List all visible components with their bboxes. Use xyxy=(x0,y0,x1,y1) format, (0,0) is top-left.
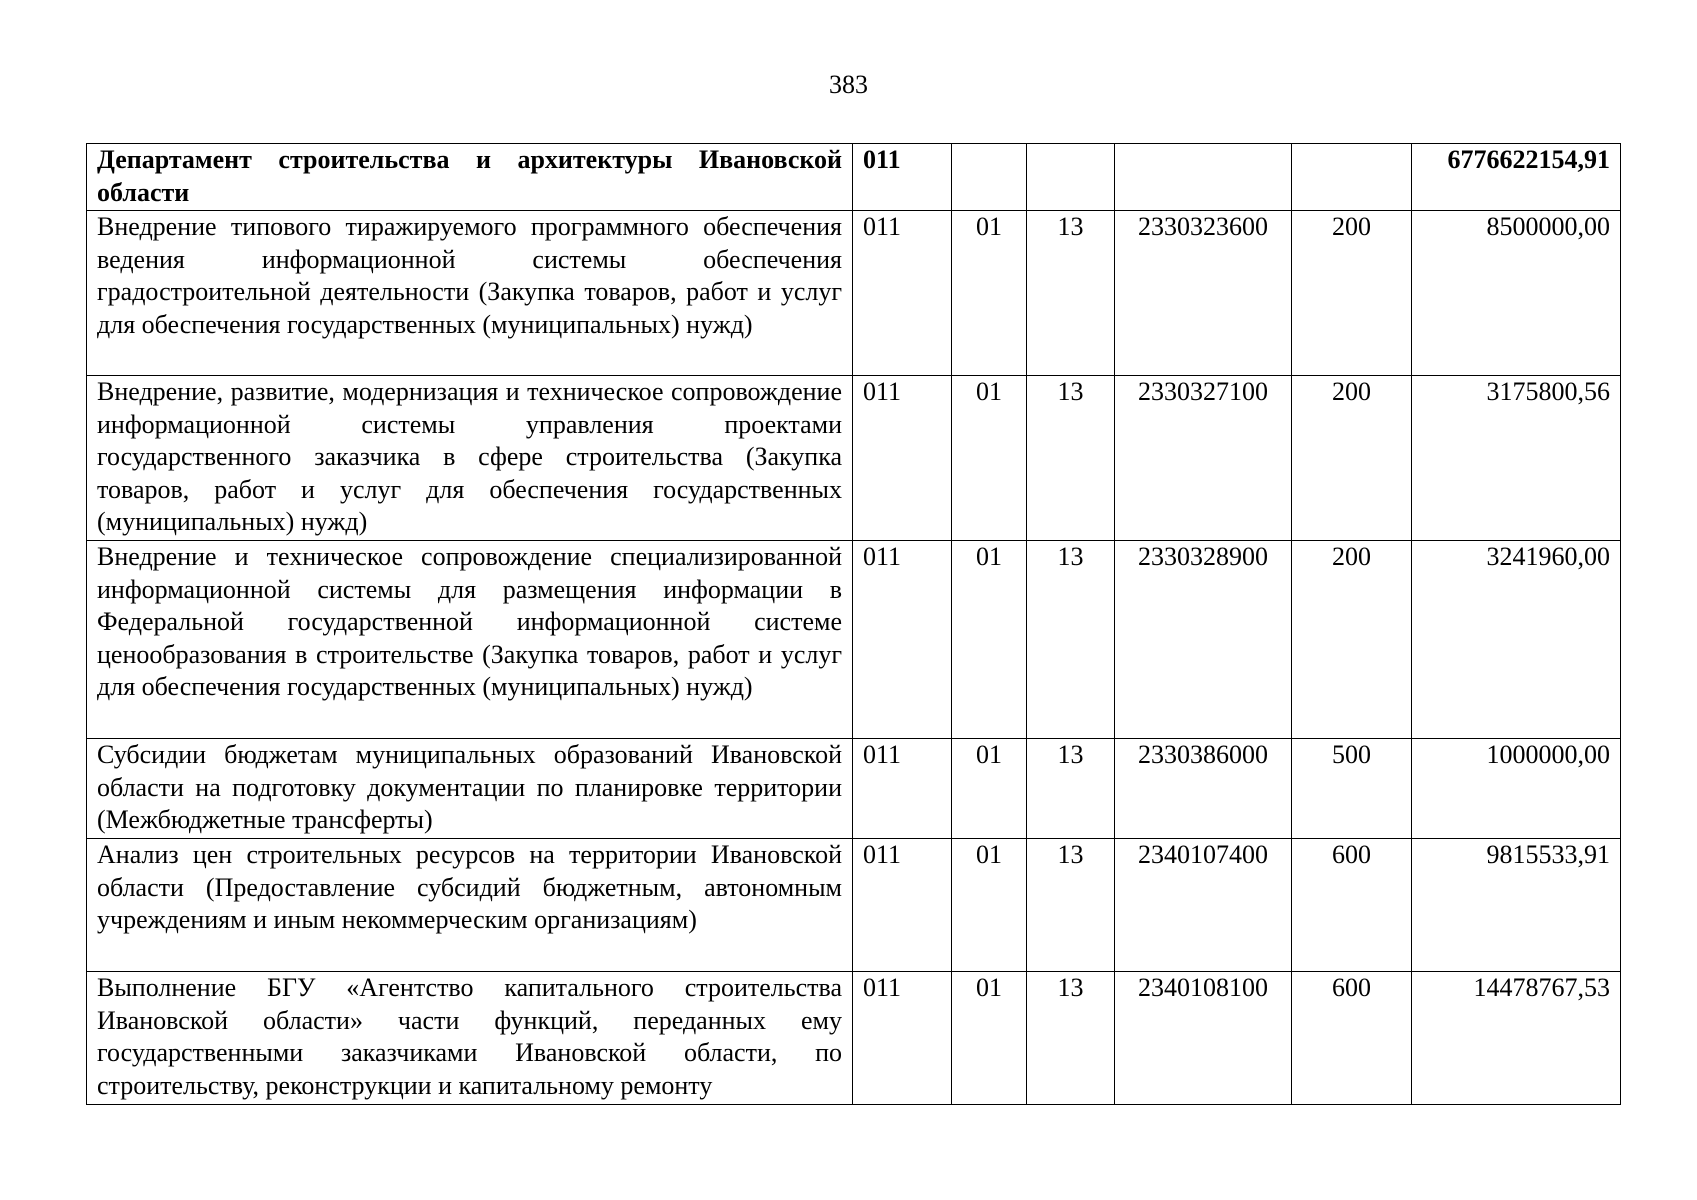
amount-cell: 3175800,56 xyxy=(1412,376,1621,541)
budget-table xyxy=(86,143,1621,1105)
dept-code-cell: 011 xyxy=(853,144,952,211)
target-article-cell: 2340107400 xyxy=(1115,839,1292,972)
amount-cell: 3241960,00 xyxy=(1412,541,1621,739)
expense-type-cell xyxy=(1292,144,1412,211)
amount-cell: 6776622154,91 xyxy=(1412,144,1621,211)
target-article-cell: 2340108100 xyxy=(1115,972,1292,1105)
expense-type-cell: 200 xyxy=(1292,541,1412,739)
row-name-cell: Департамент строительства и архитектуры Ивановской области xyxy=(87,144,853,211)
amount-cell: 1000000,00 xyxy=(1412,739,1621,839)
target-article-cell: 2330386000 xyxy=(1115,739,1292,839)
table-row xyxy=(87,144,1621,211)
target-article-cell: 2330328900 xyxy=(1115,541,1292,739)
amount-cell: 8500000,00 xyxy=(1412,211,1621,376)
amount-cell: 14478767,53 xyxy=(1412,972,1621,1105)
expense-type-cell: 200 xyxy=(1292,211,1412,376)
dept-code-cell: 011 xyxy=(853,376,952,541)
dept-code-cell: 011 xyxy=(853,211,952,376)
row-name-cell: Внедрение типового тиражируемого программного обеспечения ведения информационной системы обеспечения градостроительной деятельности (Закупка товаров, работ и услуг для обеспечения государственных (муниципальных) нужд) xyxy=(87,211,853,376)
dept-code-cell: 011 xyxy=(853,839,952,972)
table-row xyxy=(87,972,1621,1105)
section-cell: 01 xyxy=(952,972,1027,1105)
expense-type-cell: 600 xyxy=(1292,839,1412,972)
row-name-cell: Субсидии бюджетам муниципальных образований Ивановской области на подготовку документации по планировке территории (Межбюджетные трансферты) xyxy=(87,739,853,839)
section-cell xyxy=(952,144,1027,211)
subsection-cell: 13 xyxy=(1027,739,1115,839)
row-name-cell: Выполнение БГУ «Агентство капитального строительства Ивановской области» части функций, переданных ему государственными заказчиками Ивановской области, по строительству, реконструкции и капитальному ремонту xyxy=(87,972,853,1105)
row-name-cell: Анализ цен строительных ресурсов на территории Ивановской области (Предоставление субсидий бюджетным, автономным учреждениям и иным некоммерческим организациям) xyxy=(87,839,853,972)
subsection-cell: 13 xyxy=(1027,211,1115,376)
row-name-cell: Внедрение и техническое сопровождение специализированной информационной системы для размещения информации в Федеральной государственной информационной системе ценообразования в строительстве (Закупка товаров, работ и услуг для обеспечения государственных (муниципальных) нужд) xyxy=(87,541,853,739)
table-row xyxy=(87,376,1621,541)
subsection-cell xyxy=(1027,144,1115,211)
dept-code-cell: 011 xyxy=(853,972,952,1105)
row-name-cell: Внедрение, развитие, модернизация и техническое сопровождение информационной системы управления проектами государственного заказчика в сфере строительства (Закупка товаров, работ и услуг для обеспечения государственных (муниципальных) нужд) xyxy=(87,376,853,541)
section-cell: 01 xyxy=(952,739,1027,839)
table-row xyxy=(87,839,1621,972)
section-cell: 01 xyxy=(952,839,1027,972)
table-row xyxy=(87,739,1621,839)
expense-type-cell: 600 xyxy=(1292,972,1412,1105)
subsection-cell: 13 xyxy=(1027,972,1115,1105)
section-cell: 01 xyxy=(952,376,1027,541)
expense-type-cell: 500 xyxy=(1292,739,1412,839)
subsection-cell: 13 xyxy=(1027,541,1115,739)
target-article-cell: 2330323600 xyxy=(1115,211,1292,376)
amount-cell: 9815533,91 xyxy=(1412,839,1621,972)
table-row xyxy=(87,541,1621,739)
expense-type-cell: 200 xyxy=(1292,376,1412,541)
section-cell: 01 xyxy=(952,541,1027,739)
dept-code-cell: 011 xyxy=(853,739,952,839)
target-article-cell xyxy=(1115,144,1292,211)
page-number: 383 xyxy=(829,70,868,99)
subsection-cell: 13 xyxy=(1027,376,1115,541)
section-cell: 01 xyxy=(952,211,1027,376)
target-article-cell: 2330327100 xyxy=(1115,376,1292,541)
subsection-cell: 13 xyxy=(1027,839,1115,972)
table-row xyxy=(87,211,1621,376)
dept-code-cell: 011 xyxy=(853,541,952,739)
